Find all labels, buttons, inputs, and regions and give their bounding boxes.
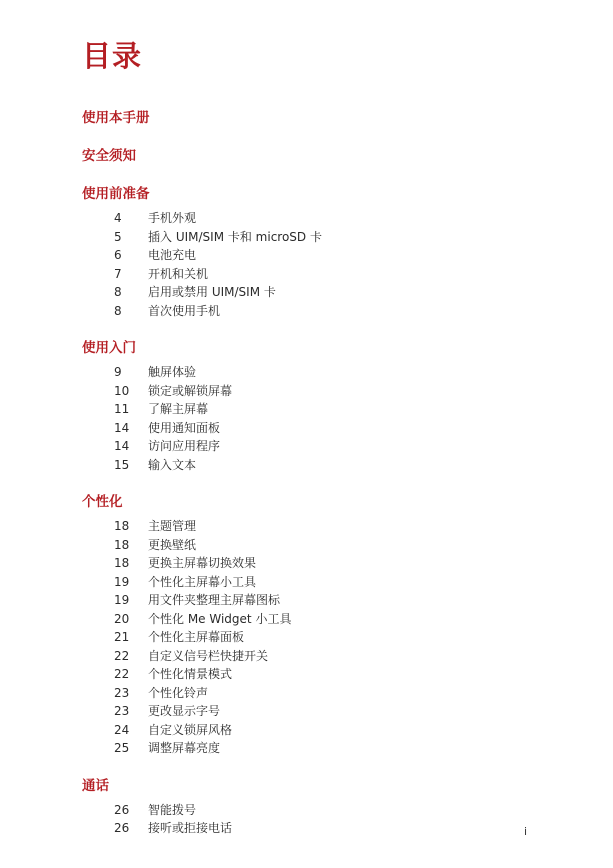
toc-entry[interactable] bbox=[82, 228, 542, 247]
toc-entry-title: 插入 UIM/SIM 卡和 microSD 卡 bbox=[148, 229, 322, 244]
toc-section bbox=[82, 338, 542, 474]
toc-entry-page-number: 19 bbox=[114, 574, 130, 589]
page-title: 目录 bbox=[82, 39, 143, 73]
toc-entry-page-number: 24 bbox=[114, 722, 130, 737]
toc-entry-title: 开机和关机 bbox=[148, 266, 209, 281]
toc-entry-page-number: 7 bbox=[114, 266, 122, 281]
toc-entry-page-number: 19 bbox=[114, 593, 130, 607]
section-spacer bbox=[82, 320, 542, 338]
toc-entry[interactable] bbox=[82, 647, 542, 666]
table-of-contents bbox=[82, 108, 542, 838]
section-spacer bbox=[82, 128, 542, 146]
toc-entry-page-number: 23 bbox=[114, 685, 130, 700]
toc-entry[interactable] bbox=[82, 591, 542, 610]
toc-entry-title: 输入文本 bbox=[148, 457, 197, 472]
toc-entry-title: 锁定或解锁屏幕 bbox=[148, 383, 233, 398]
toc-entry-title: 个性化主屏幕小工具 bbox=[148, 574, 257, 589]
toc-entry[interactable] bbox=[82, 517, 542, 536]
toc-entry[interactable] bbox=[82, 265, 542, 284]
toc-section-title[interactable]: 使用入门 bbox=[82, 340, 136, 356]
toc-entry-page-number: 22 bbox=[114, 648, 130, 663]
toc-entry-page-number: 8 bbox=[114, 303, 122, 318]
toc-entry-page-number: 11 bbox=[114, 402, 130, 416]
toc-section bbox=[82, 776, 542, 838]
toc-entry-page-number: 26 bbox=[114, 802, 130, 817]
toc-entry-page-number: 5 bbox=[114, 229, 122, 244]
toc-entry-title: 智能拨号 bbox=[148, 802, 197, 817]
toc-entry[interactable] bbox=[82, 684, 542, 703]
toc-entry-title: 更换主屏幕切换效果 bbox=[148, 556, 257, 570]
toc-entry[interactable] bbox=[82, 283, 542, 302]
page-number: i bbox=[523, 825, 527, 838]
toc-entry-title: 个性化铃声 bbox=[148, 685, 209, 700]
toc-section-title[interactable]: 安全须知 bbox=[82, 148, 136, 164]
toc-entry-title: 自定义锁屏风格 bbox=[148, 722, 233, 737]
toc-entry-page-number: 23 bbox=[114, 704, 130, 718]
toc-entry-title: 自定义信号栏快捷开关 bbox=[148, 648, 269, 663]
toc-entry-page-number: 9 bbox=[114, 365, 122, 379]
toc-section bbox=[82, 184, 542, 320]
toc-entry-title: 访问应用程序 bbox=[148, 439, 221, 453]
toc-entry-title: 主题管理 bbox=[148, 519, 197, 533]
toc-entry[interactable] bbox=[82, 721, 542, 740]
toc-entry-page-number: 14 bbox=[114, 420, 130, 435]
toc-section-title[interactable]: 使用本手册 bbox=[82, 110, 150, 126]
toc-entry-title: 启用或禁用 UIM/SIM 卡 bbox=[148, 285, 276, 299]
toc-entry[interactable] bbox=[82, 302, 542, 321]
toc-entry[interactable] bbox=[82, 382, 542, 401]
toc-entry-page-number: 18 bbox=[114, 556, 130, 570]
toc-section-title[interactable]: 使用前准备 bbox=[82, 186, 150, 202]
toc-entry-page-number: 20 bbox=[114, 611, 130, 626]
toc-entry-title: 个性化主屏幕面板 bbox=[148, 630, 245, 644]
toc-entry-page-number: 18 bbox=[114, 519, 130, 533]
toc-entry-title: 个性化 Me Widget 小工具 bbox=[148, 611, 292, 626]
toc-entry-page-number: 10 bbox=[114, 383, 130, 398]
toc-entry-title: 使用通知面板 bbox=[148, 420, 221, 435]
toc-entry-title: 了解主屏幕 bbox=[148, 402, 209, 416]
toc-entry-page-number: 8 bbox=[114, 285, 122, 299]
toc-entry[interactable] bbox=[82, 702, 542, 721]
toc-entry-page-number: 6 bbox=[114, 248, 122, 262]
toc-entry-title: 更改显示字号 bbox=[148, 704, 221, 718]
toc-entry-page-number: 4 bbox=[114, 211, 122, 225]
toc-entry-title: 电池充电 bbox=[148, 248, 197, 262]
toc-entry-page-number: 22 bbox=[114, 667, 130, 681]
toc-entry-title: 首次使用手机 bbox=[148, 303, 221, 318]
toc-entry[interactable] bbox=[82, 610, 542, 629]
toc-entry-list bbox=[82, 363, 542, 474]
toc-entry[interactable] bbox=[82, 573, 542, 592]
toc-entry-title: 用文件夹整理主屏幕图标 bbox=[148, 593, 281, 607]
toc-entry-title: 个性化情景模式 bbox=[148, 667, 233, 681]
toc-entry-title: 触屏体验 bbox=[148, 365, 197, 379]
toc-entry-page-number: 14 bbox=[114, 439, 130, 453]
toc-entry[interactable] bbox=[82, 437, 542, 456]
toc-entry[interactable] bbox=[82, 209, 542, 228]
toc-entry-page-number: 21 bbox=[114, 630, 130, 644]
toc-entry-page-number: 15 bbox=[114, 457, 130, 472]
toc-entry-list bbox=[82, 517, 542, 758]
toc-entry-page-number: 18 bbox=[114, 537, 130, 552]
toc-entry-title: 调整屏幕亮度 bbox=[148, 741, 221, 755]
toc-entry[interactable] bbox=[82, 400, 542, 419]
toc-section-title[interactable]: 个性化 bbox=[82, 494, 123, 510]
toc-entry[interactable] bbox=[82, 363, 542, 382]
section-spacer bbox=[82, 166, 542, 184]
section-spacer bbox=[82, 758, 542, 776]
toc-entry-title: 接听或拒接电话 bbox=[148, 821, 233, 835]
toc-section bbox=[82, 146, 542, 166]
toc-entry[interactable] bbox=[82, 419, 542, 438]
toc-entry[interactable] bbox=[82, 739, 542, 758]
toc-section bbox=[82, 492, 542, 758]
toc-section bbox=[82, 108, 542, 128]
toc-entry[interactable] bbox=[82, 456, 542, 475]
toc-entry[interactable] bbox=[82, 246, 542, 265]
toc-entry[interactable] bbox=[82, 819, 542, 838]
toc-entry[interactable] bbox=[82, 554, 542, 573]
toc-entry-title: 手机外观 bbox=[148, 211, 197, 225]
toc-entry[interactable] bbox=[82, 628, 542, 647]
toc-entry-page-number: 26 bbox=[114, 821, 130, 835]
toc-entry-list bbox=[82, 801, 542, 838]
toc-entry[interactable] bbox=[82, 665, 542, 684]
toc-entry[interactable] bbox=[82, 536, 542, 555]
toc-entry-list bbox=[82, 209, 542, 320]
toc-section-title[interactable]: 通话 bbox=[82, 777, 109, 794]
toc-entry-page-number: 25 bbox=[114, 741, 130, 755]
toc-entry-title: 更换壁纸 bbox=[148, 537, 197, 552]
toc-entry[interactable] bbox=[82, 801, 542, 820]
section-spacer bbox=[82, 474, 542, 492]
